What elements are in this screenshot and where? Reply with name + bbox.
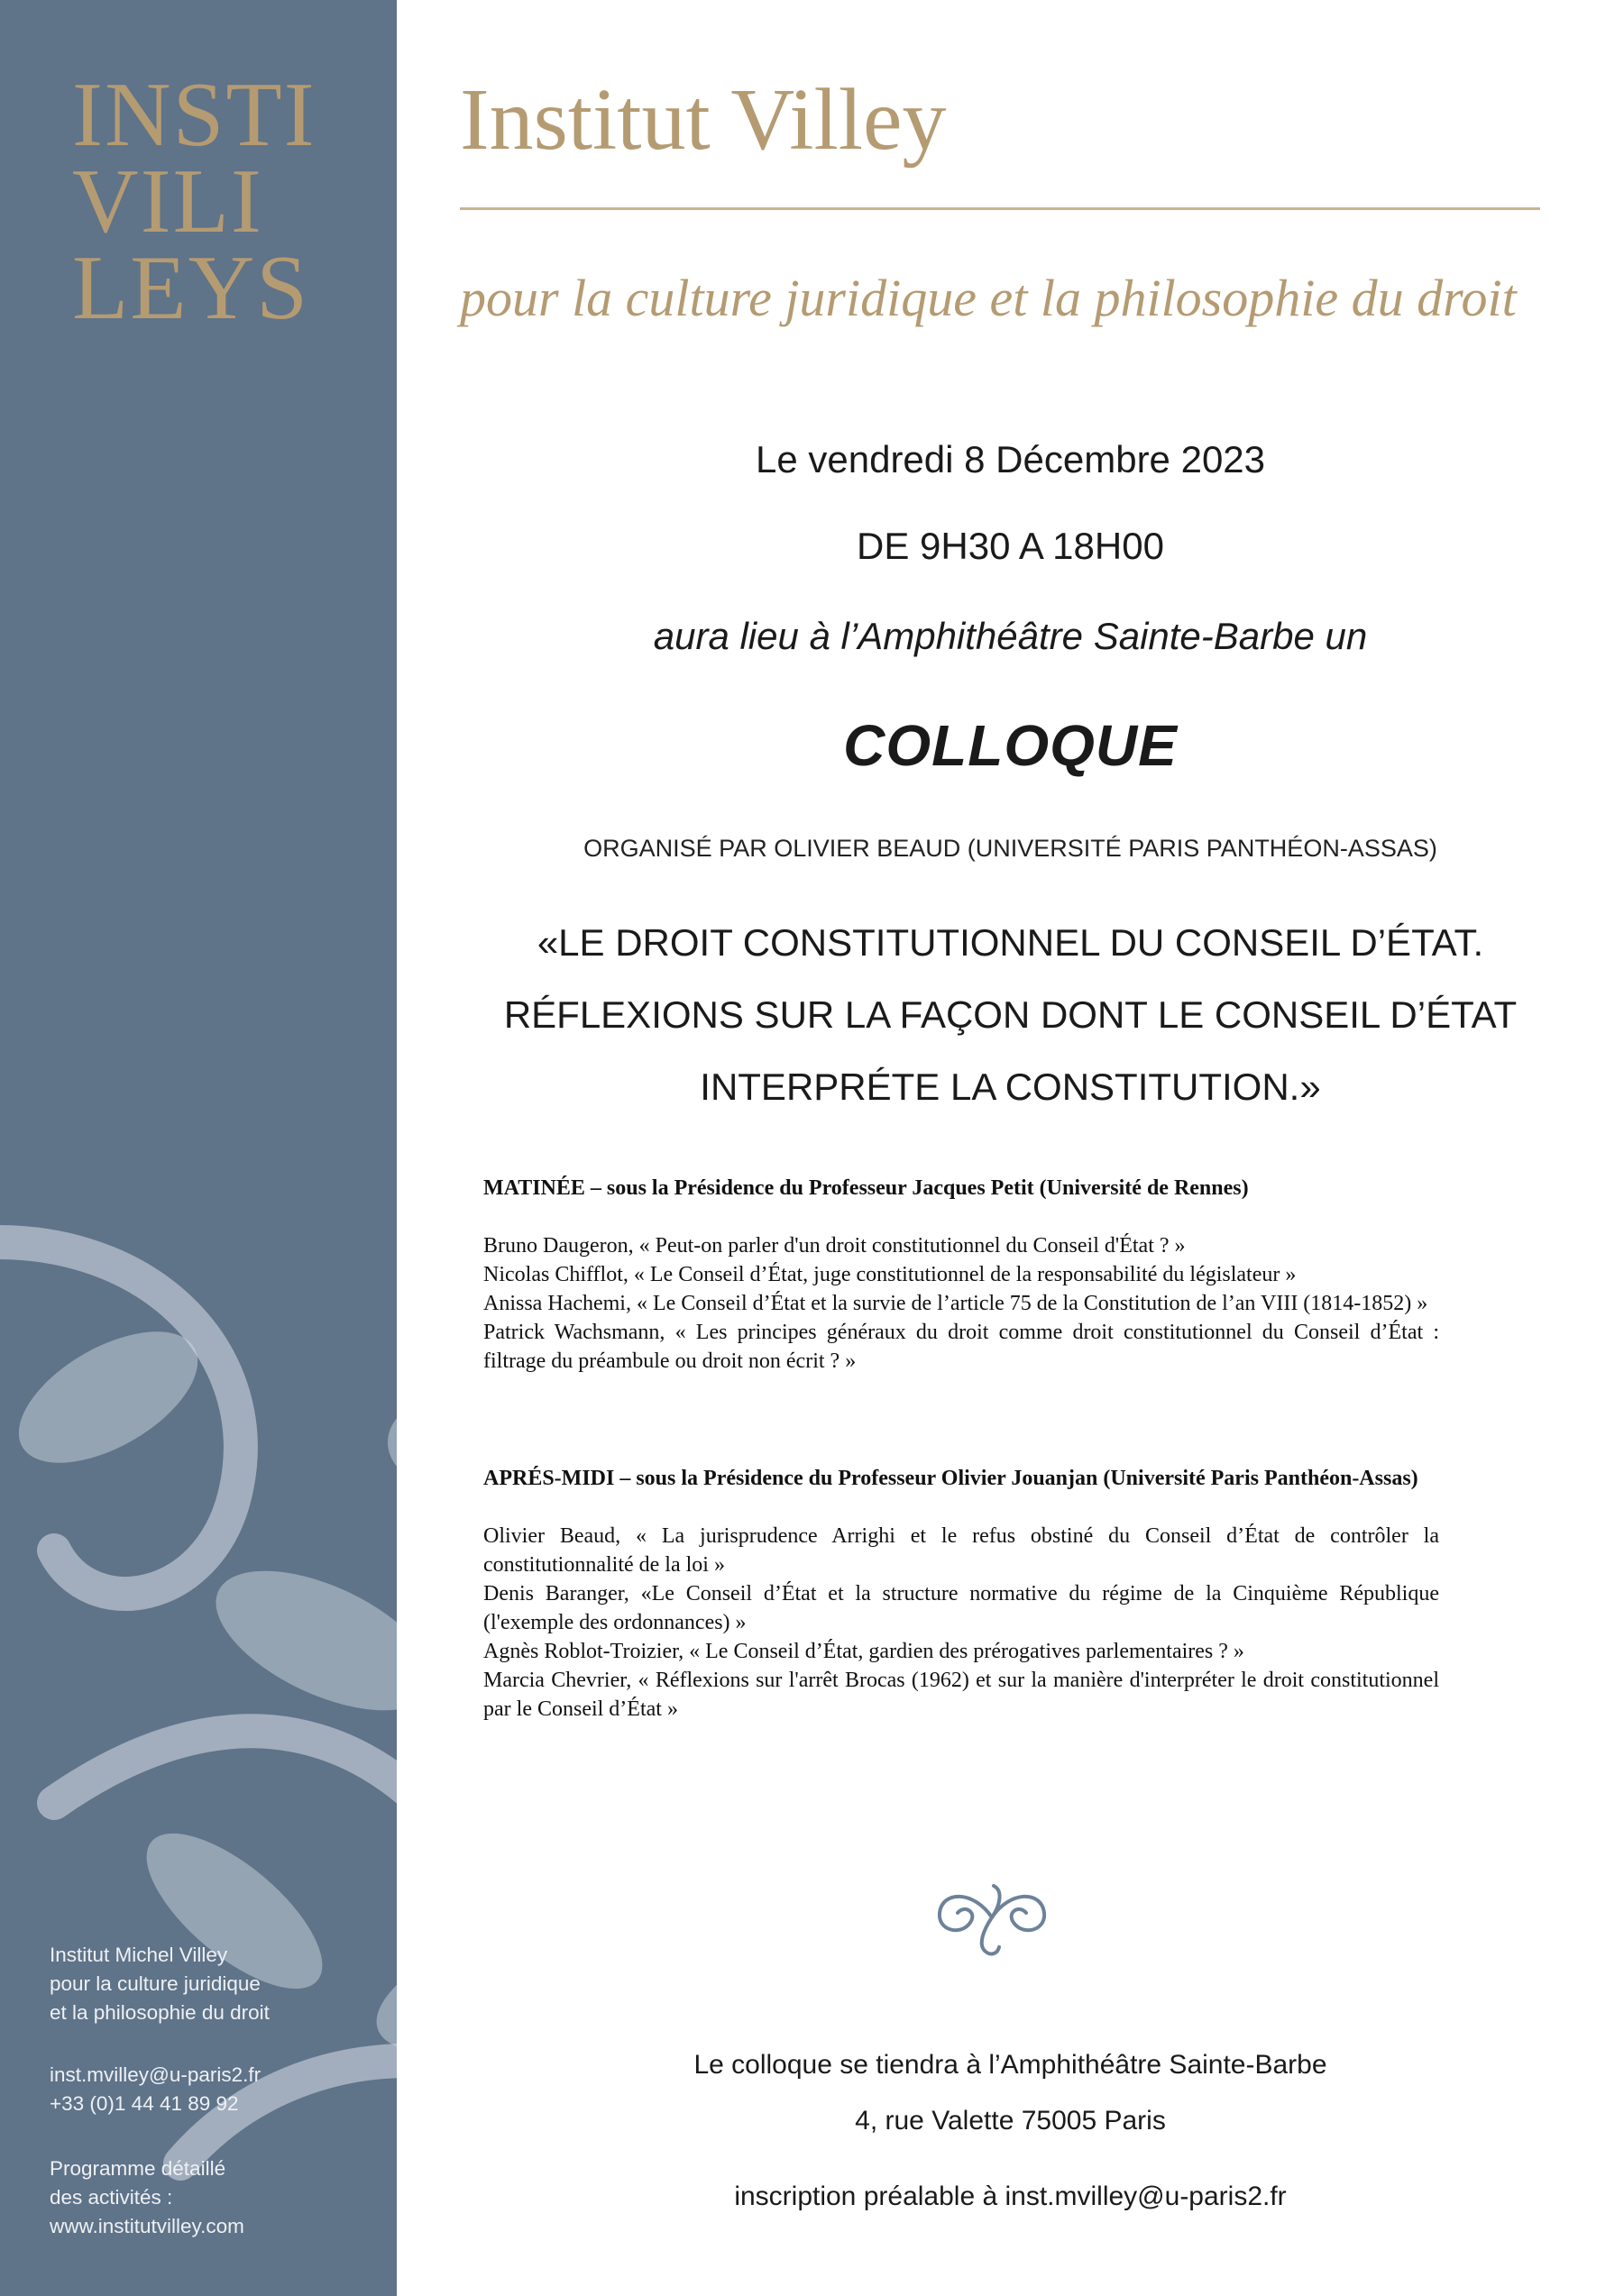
morning-talk: Patrick Wachsmann, « Les principes généraux du droit comme droit constitutionnel du Conseil d’État : filtrage du préambule ou droit non écrit ? » xyxy=(483,1321,1439,1373)
afternoon-talk: Olivier Beaud, « La jurisprudence Arrighi et le refus obstiné du Conseil d’État de contrôler la constitutionnalité de la loi » xyxy=(483,1524,1439,1577)
sidebar-name-line-3: et la philosophie du droit xyxy=(50,2001,270,2024)
afternoon-talk: Marcia Chevrier, « Réflexions sur l'arrêt Brocas (1962) et sur la manière d'interpréter le droit constitutionnel par le Conseil d’État » xyxy=(483,1669,1439,1721)
page-title: Institut Villey xyxy=(460,71,947,169)
morning-talk: Bruno Daugeron, « Peut-on parler d'un droit constitutionnel du Conseil d'État ? » xyxy=(483,1234,1186,1258)
footer-address: 4, rue Valette 75005 Paris xyxy=(855,2106,1166,2136)
footer-location: Le colloque se tiendra à l’Amphithéâtre Sainte-Barbe xyxy=(693,2050,1327,2080)
sidebar-program-label-2: des activités : xyxy=(50,2186,173,2209)
flourish-ornament-icon xyxy=(929,1877,1055,1958)
sidebar-phone: +33 (0)1 44 41 89 92 xyxy=(50,2092,239,2115)
afternoon-talk: Denis Baranger, «Le Conseil d’État et la structure normative du régime de la Cinquième République (l'exemple des ordonnances) » xyxy=(483,1582,1439,1634)
event-date: Le vendredi 8 Décembre 2023 xyxy=(755,438,1266,480)
sidebar-program-info xyxy=(50,2154,244,2241)
sidebar-institute-name xyxy=(50,1941,270,2027)
floral-ornament-decoration xyxy=(0,1172,397,2296)
theme-line-1: «LE DROIT CONSTITUTIONNEL DU CONSEIL D’ÉTAT. xyxy=(537,921,1484,964)
morning-talk: Anissa Hachemi, « Le Conseil d’État et la survie de l’article 75 de la Constitution de l’an VIII (1814-1852) » xyxy=(483,1292,1428,1315)
sidebar-email[interactable]: inst.mvilley@u-paris2.fr xyxy=(50,2063,261,2086)
theme-line-2: RÉFLEXIONS SUR LA FAÇON DONT LE CONSEIL D’ÉTAT xyxy=(503,993,1518,1036)
page-subtitle: pour la culture juridique et la philosophie du droit xyxy=(460,269,1517,327)
sidebar-name-line-2: pour la culture juridique xyxy=(50,1972,261,1995)
afternoon-talk: Agnès Roblot-Troizier, « Le Conseil d’État, gardien des prérogatives parlementaires ? » xyxy=(483,1640,1244,1663)
morning-talk: Nicolas Chifflot, « Le Conseil d’État, juge constitutionnel de la responsabilité du législateur » xyxy=(483,1263,1297,1286)
event-theme xyxy=(397,907,1624,1123)
logo-line-2: VILI xyxy=(72,151,263,252)
sidebar-contact xyxy=(50,2061,261,2118)
program-afternoon xyxy=(483,1464,1439,1724)
sidebar-name-line-1: Institut Michel Villey xyxy=(50,1944,228,1966)
footer-registration: inscription préalable à inst.mvilley@u-paris2.fr xyxy=(734,2182,1287,2211)
logo-line-1: INSTI xyxy=(72,64,317,166)
theme-line-3: INTERPRÉTE LA CONSTITUTION.» xyxy=(700,1066,1321,1108)
sidebar-program-label-1: Programme détaillé xyxy=(50,2157,226,2180)
institut-villey-logo xyxy=(72,64,334,339)
sidebar-website-link[interactable]: www.institutvilley.com xyxy=(50,2215,244,2237)
program-morning xyxy=(483,1174,1439,1376)
logo-line-3: LEYS xyxy=(72,237,309,339)
event-venue: aura lieu à l’Amphithéâtre Sainte-Barbe un xyxy=(653,615,1368,657)
afternoon-heading: APRÉS-MIDI – sous la Présidence du Professeur Olivier Jouanjan (Université Paris Panthéon-Assas) xyxy=(483,1467,1418,1490)
morning-heading: MATINÉE – sous la Présidence du Professeur Jacques Petit (Université de Rennes) xyxy=(483,1176,1249,1200)
sidebar-panel xyxy=(0,0,397,2296)
title-divider xyxy=(460,207,1540,210)
event-time: DE 9H30 A 18H00 xyxy=(857,525,1164,567)
event-organizer: ORGANISÉ PAR OLIVIER BEAUD (UNIVERSITÉ PARIS PANTHÉON-ASSAS) xyxy=(583,835,1437,862)
event-type-heading: COLLOQUE xyxy=(843,713,1178,778)
